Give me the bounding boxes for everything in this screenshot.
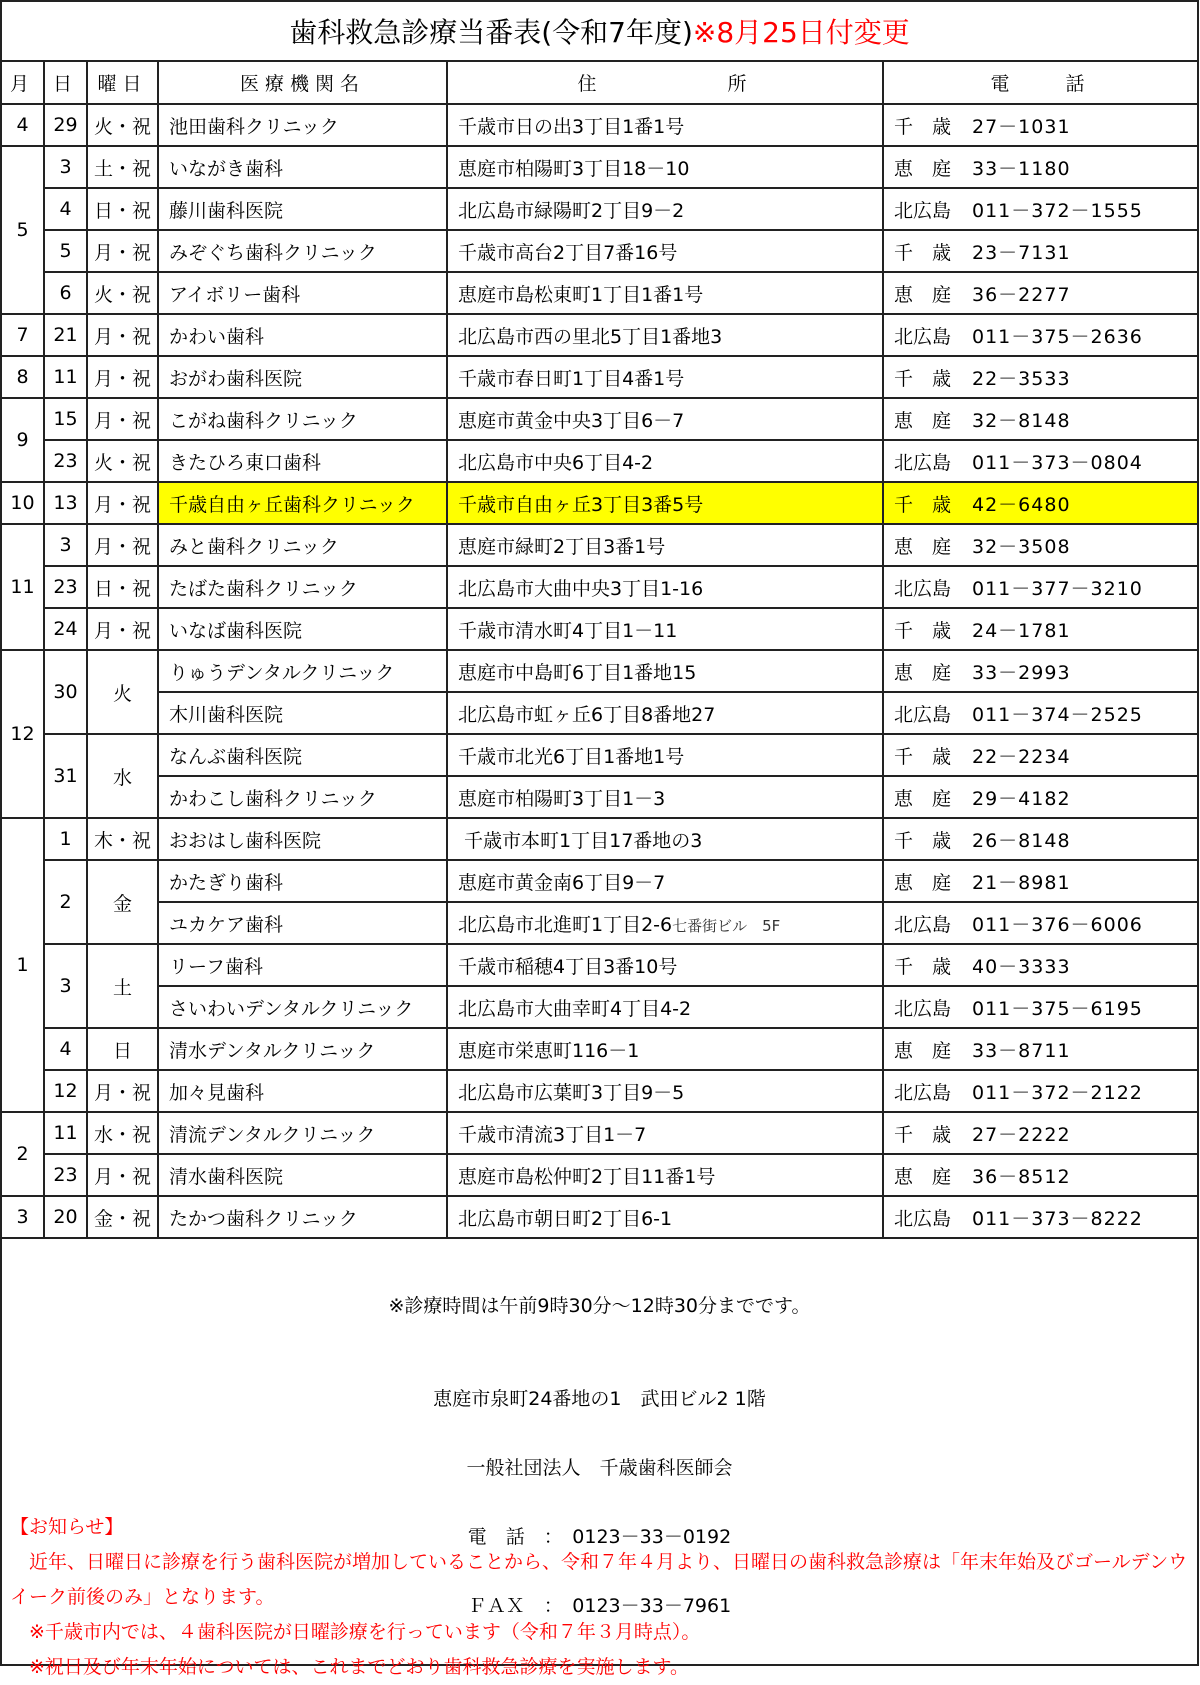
weekday-cell: 月・祝 [87,356,158,398]
clinic-name: ユカケア歯科 [158,902,447,944]
clinic-phone [883,1154,1198,1196]
clinic-address [447,440,883,482]
table-row [1,1196,1198,1238]
clinic-phone [883,650,1198,692]
clinic-phone [883,230,1198,272]
phone-area: 北広島 [894,199,952,222]
phone-number: 33－1180 [972,157,1071,180]
phone-number: 011－375－2636 [972,325,1143,348]
table-row [1,1028,1198,1070]
weekday-cell: 日・祝 [87,188,158,230]
clinic-name: 清水デンタルクリニック [158,1028,447,1070]
clinic-phone [883,1070,1198,1112]
weekday-cell: 月・祝 [87,230,158,272]
weekday-cell: 火・祝 [87,440,158,482]
day-cell: 23 [44,1154,87,1196]
phone-number: 42－6480 [972,493,1071,516]
clinic-address [447,1154,883,1196]
clinic-phone [883,314,1198,356]
phone-area: 恵 庭 [894,409,952,432]
notice-note-holidays: ※祝日及び年末年始については、これまでどおり歯科救急診療を実施します。 [10,1656,690,1678]
clinic-address [447,146,883,188]
table-row [1,902,1198,944]
day-cell: 1 [44,818,87,860]
table-row [1,734,1198,776]
phone-number: 33－8711 [972,1039,1071,1062]
clinic-name: 池田歯科クリニック [158,104,447,146]
table-row [1,608,1198,650]
clinic-address [447,1196,883,1238]
header-address: 住 所 [447,61,883,104]
clinic-phone [883,734,1198,776]
phone-number: 36－2277 [972,283,1071,306]
address-text: 北広島市広葉町3丁目9－5 [458,1081,685,1104]
month-cell: 11 [1,524,44,650]
clinic-phone [883,608,1198,650]
clinic-name: おおはし歯科医院 [158,818,447,860]
day-cell: 4 [44,1028,87,1070]
address-text: 千歳市日の出3丁目1番1号 [458,115,685,138]
clinic-name: みぞぐち歯科クリニック [158,230,447,272]
phone-number: 011－372－2122 [972,1081,1143,1104]
clinic-phone [883,692,1198,734]
month-cell: 3 [1,1196,44,1238]
header-row [1,61,1198,104]
phone-number: 27－1031 [972,115,1071,138]
phone-area: 北広島 [894,1207,952,1230]
weekday-cell: 火・祝 [87,272,158,314]
phone-area: 恵 庭 [894,787,952,810]
clinic-name: 加々見歯科 [158,1070,447,1112]
clinic-address [447,944,883,986]
address-text: 千歳市清流3丁目1－7 [458,1123,647,1146]
day-cell: 6 [44,272,87,314]
address-text: 恵庭市黄金中央3丁目6－7 [458,409,685,432]
table-row [1,188,1198,230]
clinic-address [447,776,883,818]
clinic-address [447,902,883,944]
notice-heading: 【お知らせ】 [10,1516,124,1538]
phone-number: 22－3533 [972,367,1071,390]
month-cell: 4 [1,104,44,146]
clinic-address [447,524,883,566]
phone-number: 23－7131 [972,241,1071,264]
association-address: 恵庭市泉町24番地の1 武田ビル2 1階 [433,1388,766,1410]
address-text: 北広島市朝日町2丁目6-1 [458,1207,673,1230]
table-row [1,524,1198,566]
weekday-cell: 月・祝 [87,482,158,524]
table-row [1,650,1198,692]
clinic-name: さいわいデンタルクリニック [158,986,447,1028]
phone-area: 千 歳 [894,493,952,516]
month-cell: 5 [1,146,44,314]
table-row [1,818,1198,860]
address-text: 恵庭市緑町2丁目3番1号 [458,535,666,558]
clinic-address [447,986,883,1028]
month-cell: 2 [1,1112,44,1196]
clinic-address [447,230,883,272]
clinic-name: りゅうデンタルクリニック [158,650,447,692]
clinic-phone [883,272,1198,314]
clinic-phone [883,566,1198,608]
day-cell: 4 [44,188,87,230]
table-row [1,1070,1198,1112]
header-weekday: 曜日 [87,61,158,104]
day-cell: 21 [44,314,87,356]
notice-note-chitose: ※千歳市内では、４歯科医院が日曜診療を行っています（令和７年３月時点）。 [10,1621,701,1643]
clinic-name: 木川歯科医院 [158,692,447,734]
association-name: 一般社団法人 千歳歯科医師会 [466,1457,733,1479]
clinic-address [447,860,883,902]
clinic-name: きたひろ東口歯科 [158,440,447,482]
clinic-name: 清水歯科医院 [158,1154,447,1196]
table-row [1,860,1198,902]
clinic-address [447,734,883,776]
clinic-name: たかつ歯科クリニック [158,1196,447,1238]
address-text: 北広島市虹ヶ丘6丁目8番地27 [458,703,716,726]
phone-number: 32－3508 [972,535,1071,558]
month-cell: 12 [1,650,44,818]
weekday-cell: 土・祝 [87,146,158,188]
weekday-cell: 月・祝 [87,524,158,566]
clinic-phone [883,860,1198,902]
day-cell: 3 [44,524,87,566]
weekday-cell: 月・祝 [87,1070,158,1112]
weekday-cell: 月・祝 [87,398,158,440]
header-phone: 電 話 [883,61,1198,104]
clinic-phone [883,776,1198,818]
table-row [1,1112,1198,1154]
clinic-phone [883,440,1198,482]
address-text: 千歳市本町1丁目17番地の3 [458,829,703,852]
weekday-cell: 火・祝 [87,104,158,146]
clinic-address [447,692,883,734]
phone-number: 011－373－0804 [972,451,1143,474]
phone-area: 恵 庭 [894,871,952,894]
table-row [1,986,1198,1028]
clinic-address [447,356,883,398]
address-text: 千歳市高台2丁目7番16号 [458,241,678,264]
table-row [1,944,1198,986]
day-cell: 2 [44,860,87,944]
day-cell: 31 [44,734,87,818]
phone-area: 北広島 [894,451,952,474]
header-month: 月 [1,61,44,104]
weekday-cell: 日 [87,1028,158,1070]
phone-number: 011－374－2525 [972,703,1143,726]
clinic-address [447,314,883,356]
association-phone: 電 話 ： 0123－33－0192 [467,1526,732,1548]
day-cell: 20 [44,1196,87,1238]
address-text: 北広島市西の里北5丁目1番地3 [458,325,723,348]
table-row [1,440,1198,482]
phone-area: 恵 庭 [894,535,952,558]
weekday-cell: 水 [87,734,158,818]
day-cell: 3 [44,944,87,1028]
clinic-phone [883,104,1198,146]
clinic-phone [883,902,1198,944]
weekday-cell: 金・祝 [87,1196,158,1238]
title-change-notice: ※8月25日付変更 [692,16,910,49]
table-row [1,356,1198,398]
page-title [1,1,1198,61]
clinic-name: リーフ歯科 [158,944,447,986]
clinic-phone [883,1112,1198,1154]
month-cell: 10 [1,482,44,524]
clinic-phone [883,524,1198,566]
weekday-cell: 月・祝 [87,1154,158,1196]
clinic-name: 千歳自由ヶ丘歯科クリニック [158,482,447,524]
phone-number: 36－8512 [972,1165,1071,1188]
clinic-address [447,188,883,230]
phone-area: 恵 庭 [894,661,952,684]
header-day: 日 [44,61,87,104]
clinic-name: かわこし歯科クリニック [158,776,447,818]
phone-area: 千 歳 [894,367,952,390]
clinic-name: 藤川歯科医院 [158,188,447,230]
clinic-name: いなば歯科医院 [158,608,447,650]
phone-area: 北広島 [894,703,952,726]
clinic-address [447,608,883,650]
clinic-address [447,818,883,860]
clinic-name: アイボリー歯科 [158,272,447,314]
phone-area: 千 歳 [894,955,952,978]
day-cell: 23 [44,440,87,482]
address-text: 千歳市春日町1丁目4番1号 [458,367,685,390]
phone-number: 011－377－3210 [972,577,1143,600]
address-text: 北広島市北進町1丁目2-6 [458,913,673,936]
clinic-phone [883,356,1198,398]
day-cell: 30 [44,650,87,734]
phone-area: 千 歳 [894,115,952,138]
address-text: 北広島市大曲中央3丁目1-16 [458,577,704,600]
phone-number: 29－4182 [972,787,1071,810]
clinic-address [447,650,883,692]
table-row [1,776,1198,818]
clinic-phone [883,944,1198,986]
phone-number: 27－2222 [972,1123,1071,1146]
clinic-phone [883,146,1198,188]
phone-area: 北広島 [894,997,952,1020]
clinic-name: かわい歯科 [158,314,447,356]
phone-number: 21－8981 [972,871,1071,894]
address-text: 北広島市緑陽町2丁目9－2 [458,199,685,222]
table-row [1,272,1198,314]
clinic-address [447,1070,883,1112]
phone-area: 北広島 [894,325,952,348]
clinic-address [447,482,883,524]
phone-area: 千 歳 [894,241,952,264]
address-text: 北広島市中央6丁目4-2 [458,451,654,474]
table-row [1,1154,1198,1196]
clinic-name: たばた歯科クリニック [158,566,447,608]
clinic-address [447,398,883,440]
clinic-name: こがね歯科クリニック [158,398,447,440]
table-row [1,692,1198,734]
address-text: 恵庭市島松仲町2丁目11番1号 [458,1165,716,1188]
phone-area: 千 歳 [894,745,952,768]
phone-area: 北広島 [894,913,952,936]
phone-number: 26－8148 [972,829,1071,852]
month-cell: 8 [1,356,44,398]
clinic-phone [883,1028,1198,1070]
phone-number: 32－8148 [972,409,1071,432]
clinic-phone [883,482,1198,524]
notice-section [10,1510,1195,1685]
phone-area: 恵 庭 [894,157,952,180]
weekday-cell: 水・祝 [87,1112,158,1154]
address-building-note: 七番街ビル 5F [672,916,781,935]
weekday-cell: 土 [87,944,158,1028]
phone-number: 22－2234 [972,745,1071,768]
weekday-cell: 月・祝 [87,608,158,650]
clinic-address [447,1112,883,1154]
day-cell: 12 [44,1070,87,1112]
phone-area: 千 歳 [894,619,952,642]
phone-number: 011－376－6006 [972,913,1143,936]
clinic-name: みと歯科クリニック [158,524,447,566]
association-fax: ＦＡＸ ： 0123－33－7961 [467,1595,732,1617]
address-text: 千歳市北光6丁目1番地1号 [458,745,685,768]
day-cell: 11 [44,356,87,398]
month-cell: 9 [1,398,44,482]
phone-number: 24－1781 [972,619,1071,642]
clinic-phone [883,398,1198,440]
clinic-phone [883,188,1198,230]
phone-number: 33－2993 [972,661,1071,684]
title-main: 歯科救急診療当番表(令和7年度) [289,16,693,49]
day-cell: 13 [44,482,87,524]
address-text: 恵庭市栄恵町116－1 [458,1039,640,1062]
phone-number: 011－372－1555 [972,199,1143,222]
phone-area: 恵 庭 [894,1165,952,1188]
address-text: 恵庭市中島町6丁目1番地15 [458,661,697,684]
phone-area: 恵 庭 [894,283,952,306]
clinic-name: おがわ歯科医院 [158,356,447,398]
phone-area: 北広島 [894,1081,952,1104]
weekday-cell: 月・祝 [87,314,158,356]
phone-number: 40－3333 [972,955,1071,978]
clinic-name: なんぶ歯科医院 [158,734,447,776]
notice-paragraph: 近年、日曜日に診療を行う歯科医院が増加していることから、令和７年４月より、日曜日の歯科救急診療は「年末年始及びゴールデンウイーク前後のみ」となります。 [10,1551,1188,1608]
table-row [1,314,1198,356]
address-text: 北広島市大曲幸町4丁目4-2 [458,997,692,1020]
day-cell: 11 [44,1112,87,1154]
hours-note: ※診療時間は午前9時30分～12時30分までです。 [388,1295,811,1317]
day-cell: 5 [44,230,87,272]
clinic-address [447,566,883,608]
header-clinic: 医療機関名 [158,61,447,104]
table-row [1,482,1198,524]
address-text: 恵庭市黄金南6丁目9－7 [458,871,666,894]
clinic-address [447,1028,883,1070]
table-row [1,230,1198,272]
clinic-address [447,104,883,146]
month-cell: 1 [1,818,44,1112]
address-text: 千歳市稲穂4丁目3番10号 [458,955,678,978]
phone-area: 恵 庭 [894,1039,952,1062]
phone-area: 千 歳 [894,829,952,852]
clinic-address [447,272,883,314]
table-row [1,398,1198,440]
weekday-cell: 火 [87,650,158,734]
clinic-name: いながき歯科 [158,146,447,188]
weekday-cell: 金 [87,860,158,944]
address-text: 恵庭市島松東町1丁目1番1号 [458,283,704,306]
day-cell: 15 [44,398,87,440]
address-text: 恵庭市柏陽町3丁目18－10 [458,157,690,180]
table-row [1,104,1198,146]
address-text: 千歳市自由ヶ丘3丁目3番5号 [458,493,704,516]
weekday-cell: 木・祝 [87,818,158,860]
day-cell: 24 [44,608,87,650]
clinic-phone [883,818,1198,860]
clinic-name: 清流デンタルクリニック [158,1112,447,1154]
phone-area: 千 歳 [894,1123,952,1146]
address-text: 恵庭市柏陽町3丁目1－3 [458,787,666,810]
phone-number: 011－375－6195 [972,997,1143,1020]
day-cell: 3 [44,146,87,188]
clinic-phone [883,986,1198,1028]
month-cell: 7 [1,314,44,356]
phone-area: 北広島 [894,577,952,600]
clinic-phone [883,1196,1198,1238]
address-text: 千歳市清水町4丁目1－11 [458,619,678,642]
table-row [1,566,1198,608]
table-row [1,146,1198,188]
phone-number: 011－373－8222 [972,1207,1143,1230]
weekday-cell: 日・祝 [87,566,158,608]
day-cell: 29 [44,104,87,146]
clinic-name: かたぎり歯科 [158,860,447,902]
day-cell: 23 [44,566,87,608]
